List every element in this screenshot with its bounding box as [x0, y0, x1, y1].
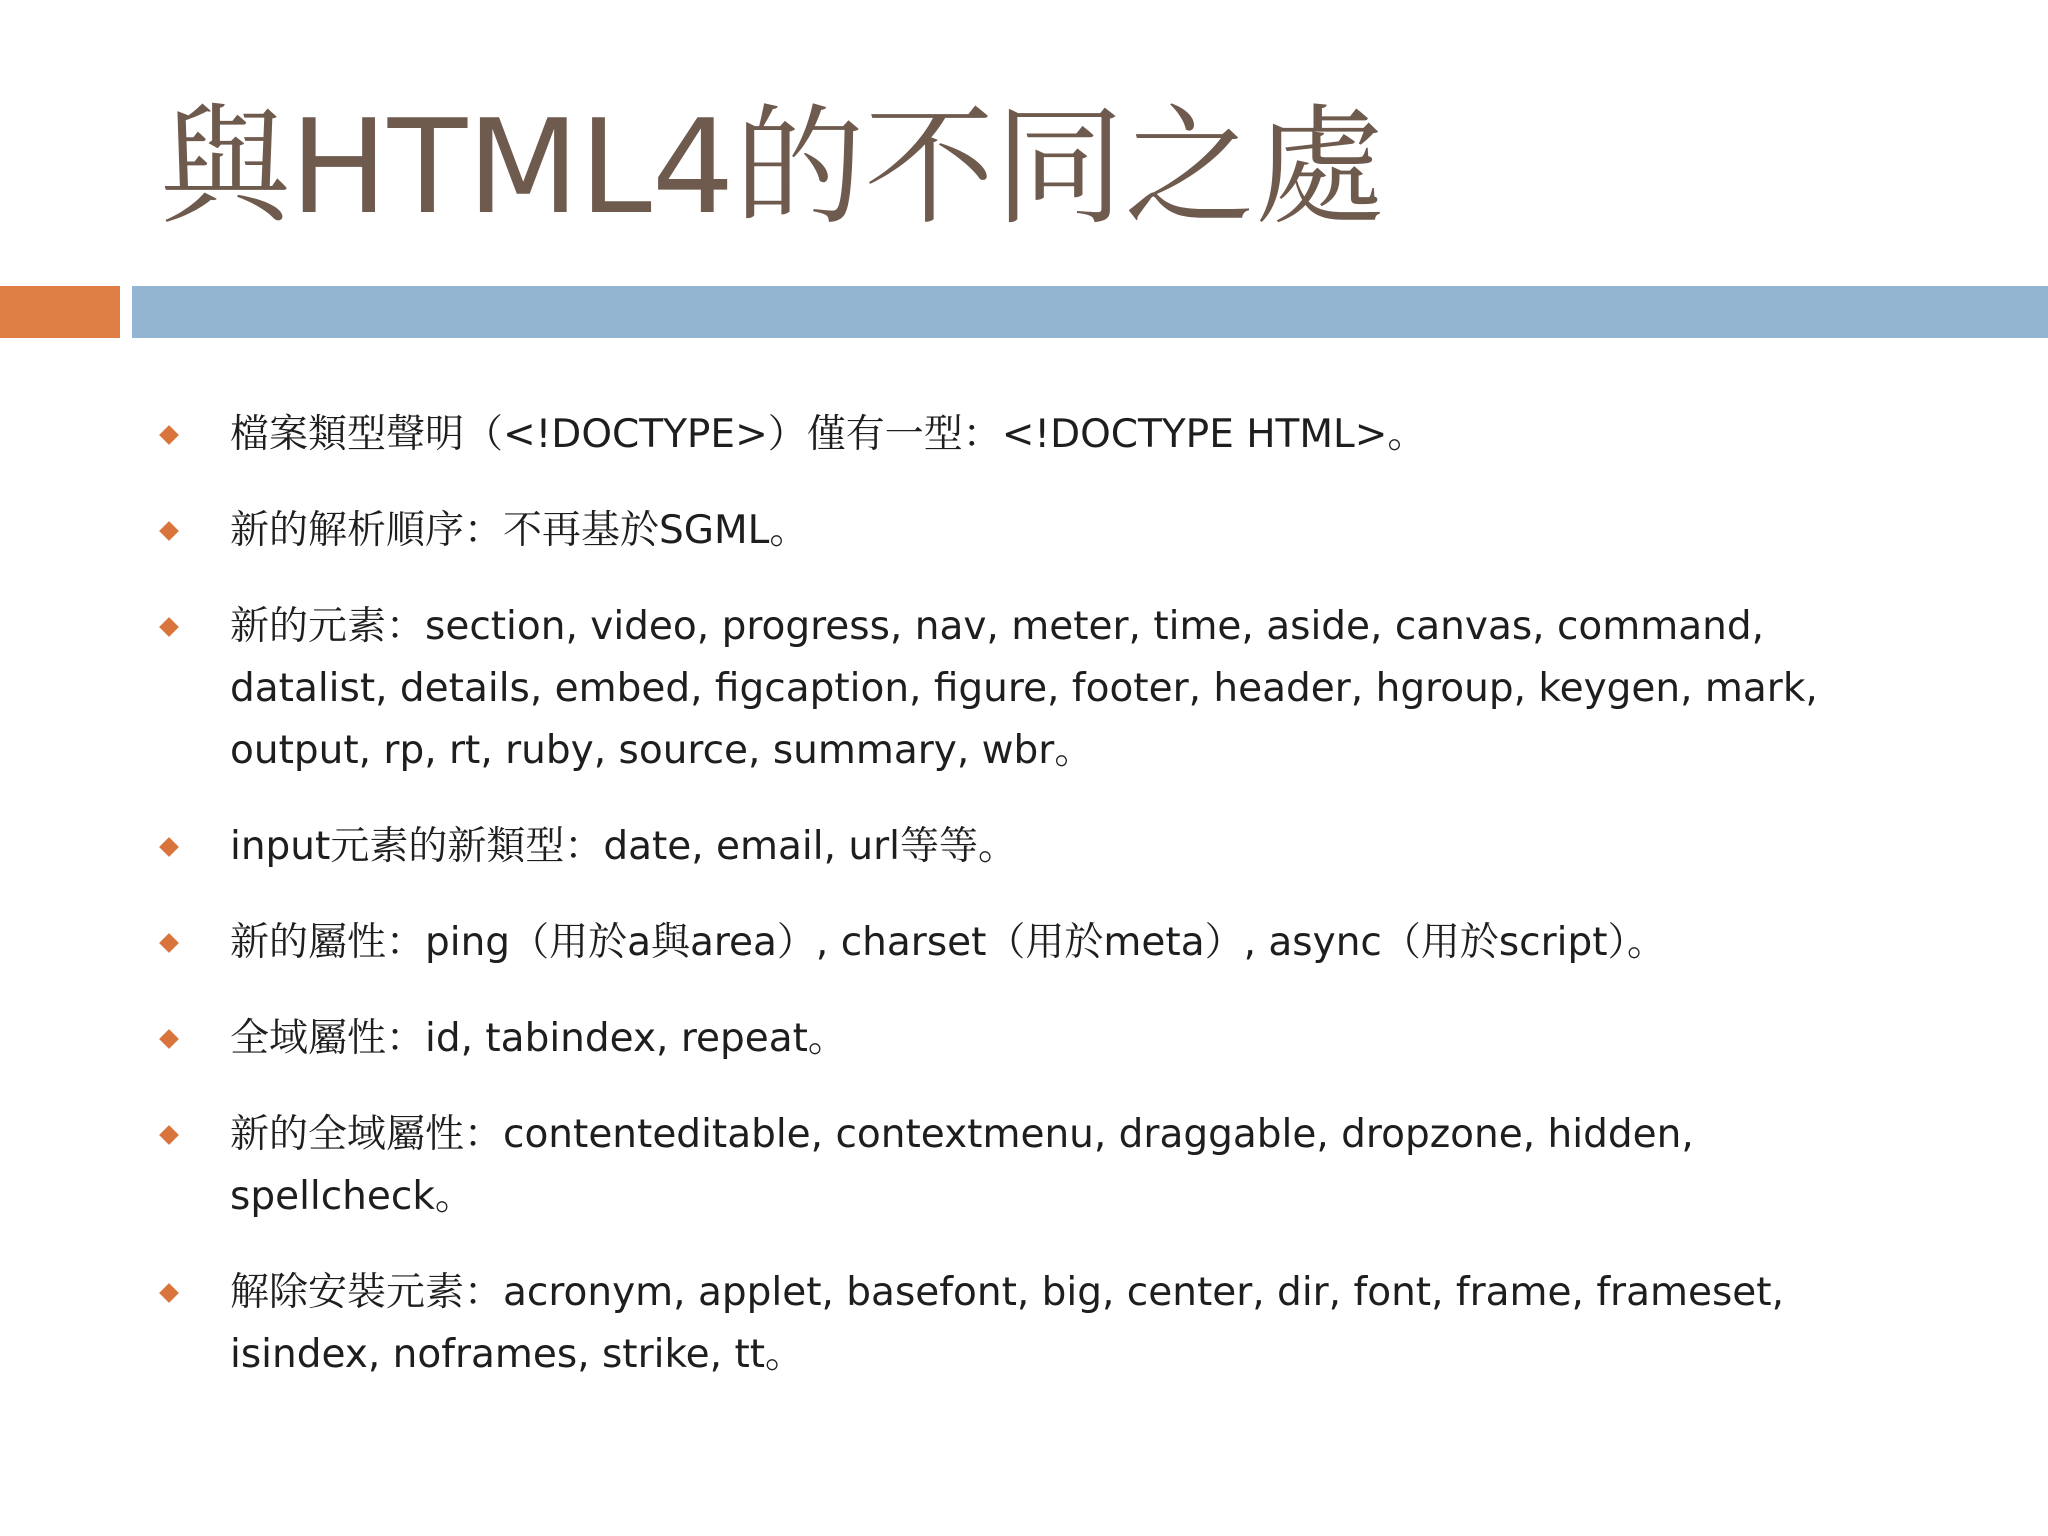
diamond-bullet-icon: [159, 1283, 179, 1303]
bullet-item-input-types: [150, 816, 1930, 878]
slide-title: 與HTML4的不同之處: [160, 91, 1385, 243]
bullet-text: 新的全域屬性：contenteditable, contextmenu, draggable, dropzone, hidden, spellcheck。: [230, 1112, 1694, 1219]
bullet-item-doctype: [150, 404, 1930, 466]
bullet-item-global-attributes: [150, 1008, 1930, 1070]
bullet-text: 全域屬性：id, tabindex, repeat。: [230, 1016, 847, 1061]
bullet-text: 檔案類型聲明（<!DOCTYPE>）僅有一型：<!DOCTYPE HTML>。: [230, 412, 1427, 457]
bullet-item-parsing: [150, 500, 1930, 562]
divider-accent-bar: [0, 286, 120, 338]
bullet-text: 新的元素：section, video, progress, nav, meter, time, aside, canvas, command, datalist, details, embed, figcaption, figure, footer, header, hgroup, keygen, mark, output, rp, rt, ruby, source, summary, wbr。: [230, 604, 1818, 773]
divider-main-bar: [132, 286, 2048, 338]
diamond-bullet-icon: [159, 521, 179, 541]
bullet-list: [150, 404, 1930, 1420]
bullet-item-new-elements: [150, 596, 1930, 782]
diamond-bullet-icon: [159, 425, 179, 445]
diamond-bullet-icon: [159, 1125, 179, 1145]
diamond-bullet-icon: [159, 1029, 179, 1049]
diamond-bullet-icon: [159, 837, 179, 857]
bullet-text: 新的解析順序：不再基於SGML。: [230, 508, 809, 553]
bullet-text: 新的屬性：ping（用於a與area）, charset（用於meta）, async（用於script）。: [230, 920, 1667, 965]
bullet-item-removed-elements: [150, 1262, 1930, 1386]
bullet-text: 解除安裝元素：acronym, applet, basefont, big, center, dir, font, frame, frameset, isindex, noframes, strike, tt。: [230, 1270, 1784, 1377]
bullet-item-new-global-attributes: [150, 1104, 1930, 1228]
bullet-text: input元素的新類型：date, email, url等等。: [230, 824, 1017, 869]
diamond-bullet-icon: [159, 933, 179, 953]
bullet-item-new-attributes: [150, 912, 1930, 974]
diamond-bullet-icon: [159, 617, 179, 637]
